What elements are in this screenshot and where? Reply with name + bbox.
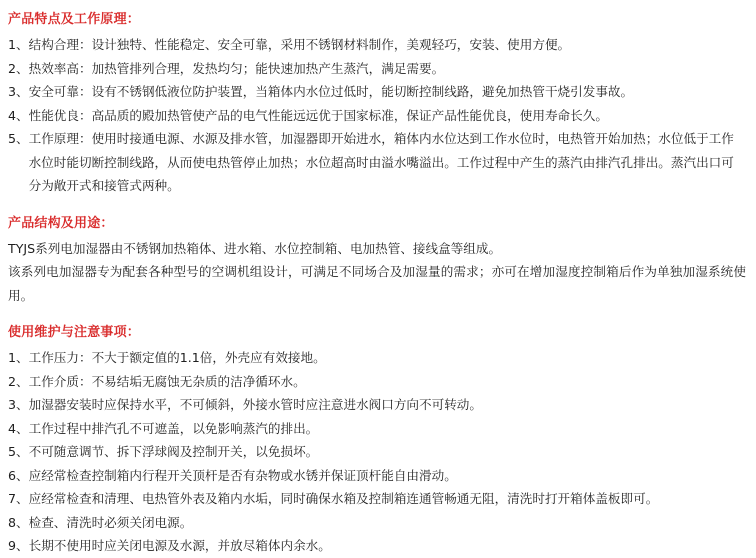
section-structure (8, 212, 746, 308)
list-item-text: 结构合理：设计独特、性能稳定、安全可靠，采用不锈钢材料制作，美观轻巧，安装、使用方便。 (28, 37, 571, 52)
list-item (8, 80, 746, 104)
structure-paragraph-1: TYJS系列电加湿器由不锈钢加热箱体、进水箱、水位控制箱、电加热管、接线盒等组成。 (8, 240, 502, 256)
list-item (8, 511, 746, 535)
section-heading-features: 产品特点及工作原理： (8, 12, 141, 27)
list-item-text: 工作过程中排汽孔不可遮盖，以免影响蒸汽的排出。 (28, 420, 319, 436)
list-item-text: 应经常检查和清理、电热管外表及箱内水垢，同时确保水箱及控制箱连通管畅通无阻，清洗时打开箱体盖板即可。 (28, 491, 659, 506)
list-item-number: 2、 (8, 60, 29, 76)
list-item-text: 工作介质：不易结垢无腐蚀无杂质的洁净循环水。 (28, 373, 306, 389)
list-item-text: 加湿器安装时应保持水平，不可倾斜，外接水管时应注意进水阀口方向不可转动。 (28, 397, 482, 412)
list-item-number: 3、 (8, 397, 29, 412)
list-item-number: 7、 (8, 491, 29, 506)
structure-paragraph-2: 该系列电加湿器专为配套各种型号的空调机组设计，可满足不同场合及加湿量的需求；亦可在增加湿度控制箱后作为单独加湿系统使用。 (8, 264, 746, 303)
list-item (8, 534, 746, 558)
list-item-number: 2、 (8, 373, 29, 389)
list-item (8, 393, 746, 417)
list-item-text: 应经常检查控制箱内行程开关顶杆是否有杂物或水锈并保证顶杆能自由滑动。 (28, 467, 457, 483)
list-item-number: 8、 (8, 514, 29, 530)
list-item-text: 工作压力：不大于额定值的1.1倍，外壳应有效接地。 (28, 350, 326, 365)
features-list (8, 33, 746, 198)
list-item-number: 5、 (8, 444, 29, 459)
list-item-text: 工作原理：使用时接通电源、水源及排水管，加湿器即开始进水，箱体内水位达到工作水位时，电热管开始加热；水位低于工作水位时能切断控制线路，从而使电热管停止加热；水位超高时由溢水嘴溢出。工作过程中产生的蒸汽由排汽孔排出。蒸汽出口可分为敞开式和接管式两种。 (28, 131, 734, 193)
list-item-number: 5、 (8, 131, 29, 146)
section-maintenance (8, 321, 746, 558)
list-item-text: 安全可靠：设有不锈钢低液位防护装置，当箱体内水位过低时，能切断控制线路，避免加热管干烧引发事故。 (28, 84, 634, 99)
list-item (8, 127, 746, 198)
list-item-text: 检查、清洗时必须关闭电源。 (28, 514, 193, 530)
section-features (8, 8, 746, 198)
list-item-text: 热效率高：加热管排列合理，发热均匀；能快速加热产生蒸汽，满足需要。 (28, 60, 445, 76)
list-item-number: 1、 (8, 37, 29, 52)
section-heading-maintenance: 使用维护与注意事项： (8, 325, 141, 340)
list-item (8, 440, 746, 464)
list-item-number: 4、 (8, 107, 29, 123)
maintenance-list (8, 346, 746, 558)
list-item-number: 6、 (8, 467, 29, 483)
list-item-number: 3、 (8, 84, 29, 99)
list-item-number: 1、 (8, 350, 29, 365)
list-item (8, 33, 746, 57)
list-item-text: 长期不使用时应关闭电源及水源，并放尽箱体内余水。 (28, 538, 331, 553)
list-item (8, 487, 746, 511)
list-item-number: 4、 (8, 420, 29, 436)
list-item-text: 性能优良：高品质的殿加热管使产品的电气性能远远优于国家标准，保证产品性能优良，使用寿命长久。 (28, 107, 608, 123)
list-item (8, 104, 746, 128)
list-item (8, 346, 746, 370)
list-item (8, 57, 746, 81)
list-item (8, 370, 746, 394)
list-item (8, 464, 746, 488)
list-item (8, 417, 746, 441)
list-item-text: 不可随意调节、拆下浮球阀及控制开关，以免损坏。 (28, 444, 319, 459)
section-heading-structure: 产品结构及用途： (8, 215, 114, 231)
list-item-number: 9、 (8, 538, 29, 553)
